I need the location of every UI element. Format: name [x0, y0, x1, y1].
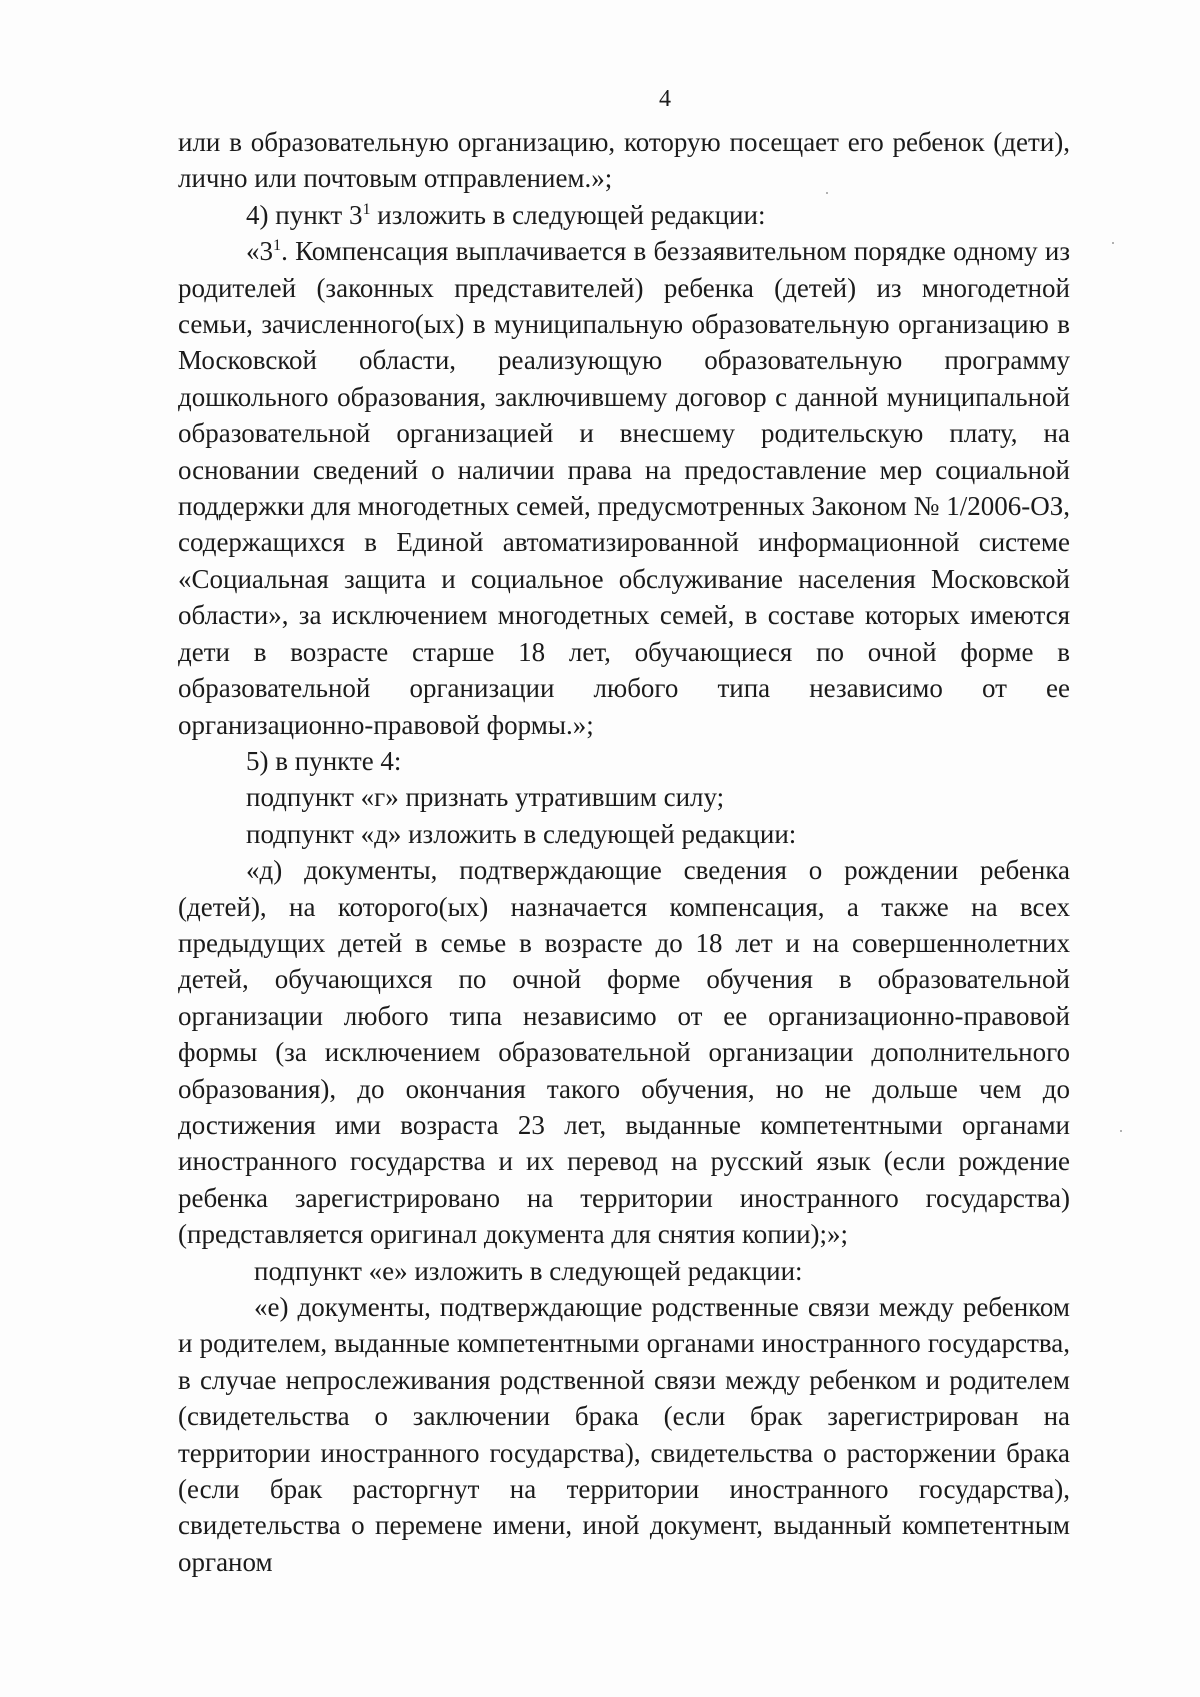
point-3-1-text: . Компенсация выплачивается в беззаявительном порядке одному из родителей (законных представителей) ребенка (детей) из многодетной семьи, зачисленного(ых) в муниципальную образовательную организацию в Московской области, реализующую образовательную программу дошкольного образования, заключившему договор с данной муниципальной образовательной организацией и внесшему родительскую плату, на основании сведений о наличии права на предоставление мер социальной поддержки для многодетных семей, предусмотренных Законом № 1/2006-ОЗ, содержащихся в Единой автоматизированной информационной системе «Социальная защита и социальное обслуживание населения Московской области», за исключением многодетных семей, в составе которых имеются дети в возрасте старше 18 лет, обучающиеся по очной форме в образовательной организации любого типа независимо от ее организационно-правовой формы.»; [178, 236, 1070, 740]
scan-speck [1112, 242, 1114, 244]
scan-speck [826, 192, 828, 194]
item-4-text: изложить в следующей редакции: [370, 199, 766, 230]
paragraph-item-4 [178, 197, 1070, 233]
paragraph-continuation: или в образовательную организацию, которую посещает его ребенок (дети), лично или почтовым отправлением.»; [178, 127, 1070, 194]
paragraph-subitem-d-heading: подпункт «д» изложить в следующей редакции: [246, 818, 797, 849]
page-number: 4 [659, 86, 671, 112]
paragraph-subitem-d-text: «д) документы, подтверждающие сведения о рождении ребенка (детей), на которого(ых) назначается компенсация, а также на всех предыдущих детей в семье в возрасте до 18 лет и на совершеннолетних детей, обучающихся по очной форме обучения в образовательной организации любого типа независимо от ее организационно-правовой формы (за исключением образовательной организации дополнительного образования), до окончания такого обучения, но не дольше чем до достижения ими возраста 23 лет, выданные компетентными органами иностранного государства и их перевод на русский язык (если рождение ребенка зарегистрировано на территории иностранного государства) (представляется оригинал документа для снятия копии);»; [178, 855, 1070, 1250]
item-4-lead: 4) пункт 3 [246, 199, 363, 230]
point-3-1-superscript: 1 [273, 236, 282, 255]
paragraph-point-3-1 [178, 233, 1070, 743]
paragraph-subitem-g: подпункт «г» признать утратившим силу; [246, 782, 725, 813]
paragraph-item-5: 5) в пункте 4: [246, 745, 402, 776]
item-4-superscript: 1 [362, 199, 371, 218]
document-body [178, 124, 1070, 1580]
scan-speck [1120, 1130, 1122, 1132]
paragraph-subitem-e-text: «е) документы, подтверждающие родственные связи между ребенком и родителем, выданные компетентными органами иностранного государства, в случае непрослеживания родственной связи между ребенком и родителем (свидетельства о заключении брака (если брак зарегистрирован на территории иностранного государства), свидетельства о расторжении брака (если брак расторгнут на территории иностранного государства), свидетельства о перемене имени, иной документ, выданный компетентным органом [178, 1292, 1070, 1577]
point-3-1-lead: «3 [246, 236, 273, 267]
paragraph-subitem-e-heading: подпункт «е» изложить в следующей редакции: [254, 1255, 803, 1286]
